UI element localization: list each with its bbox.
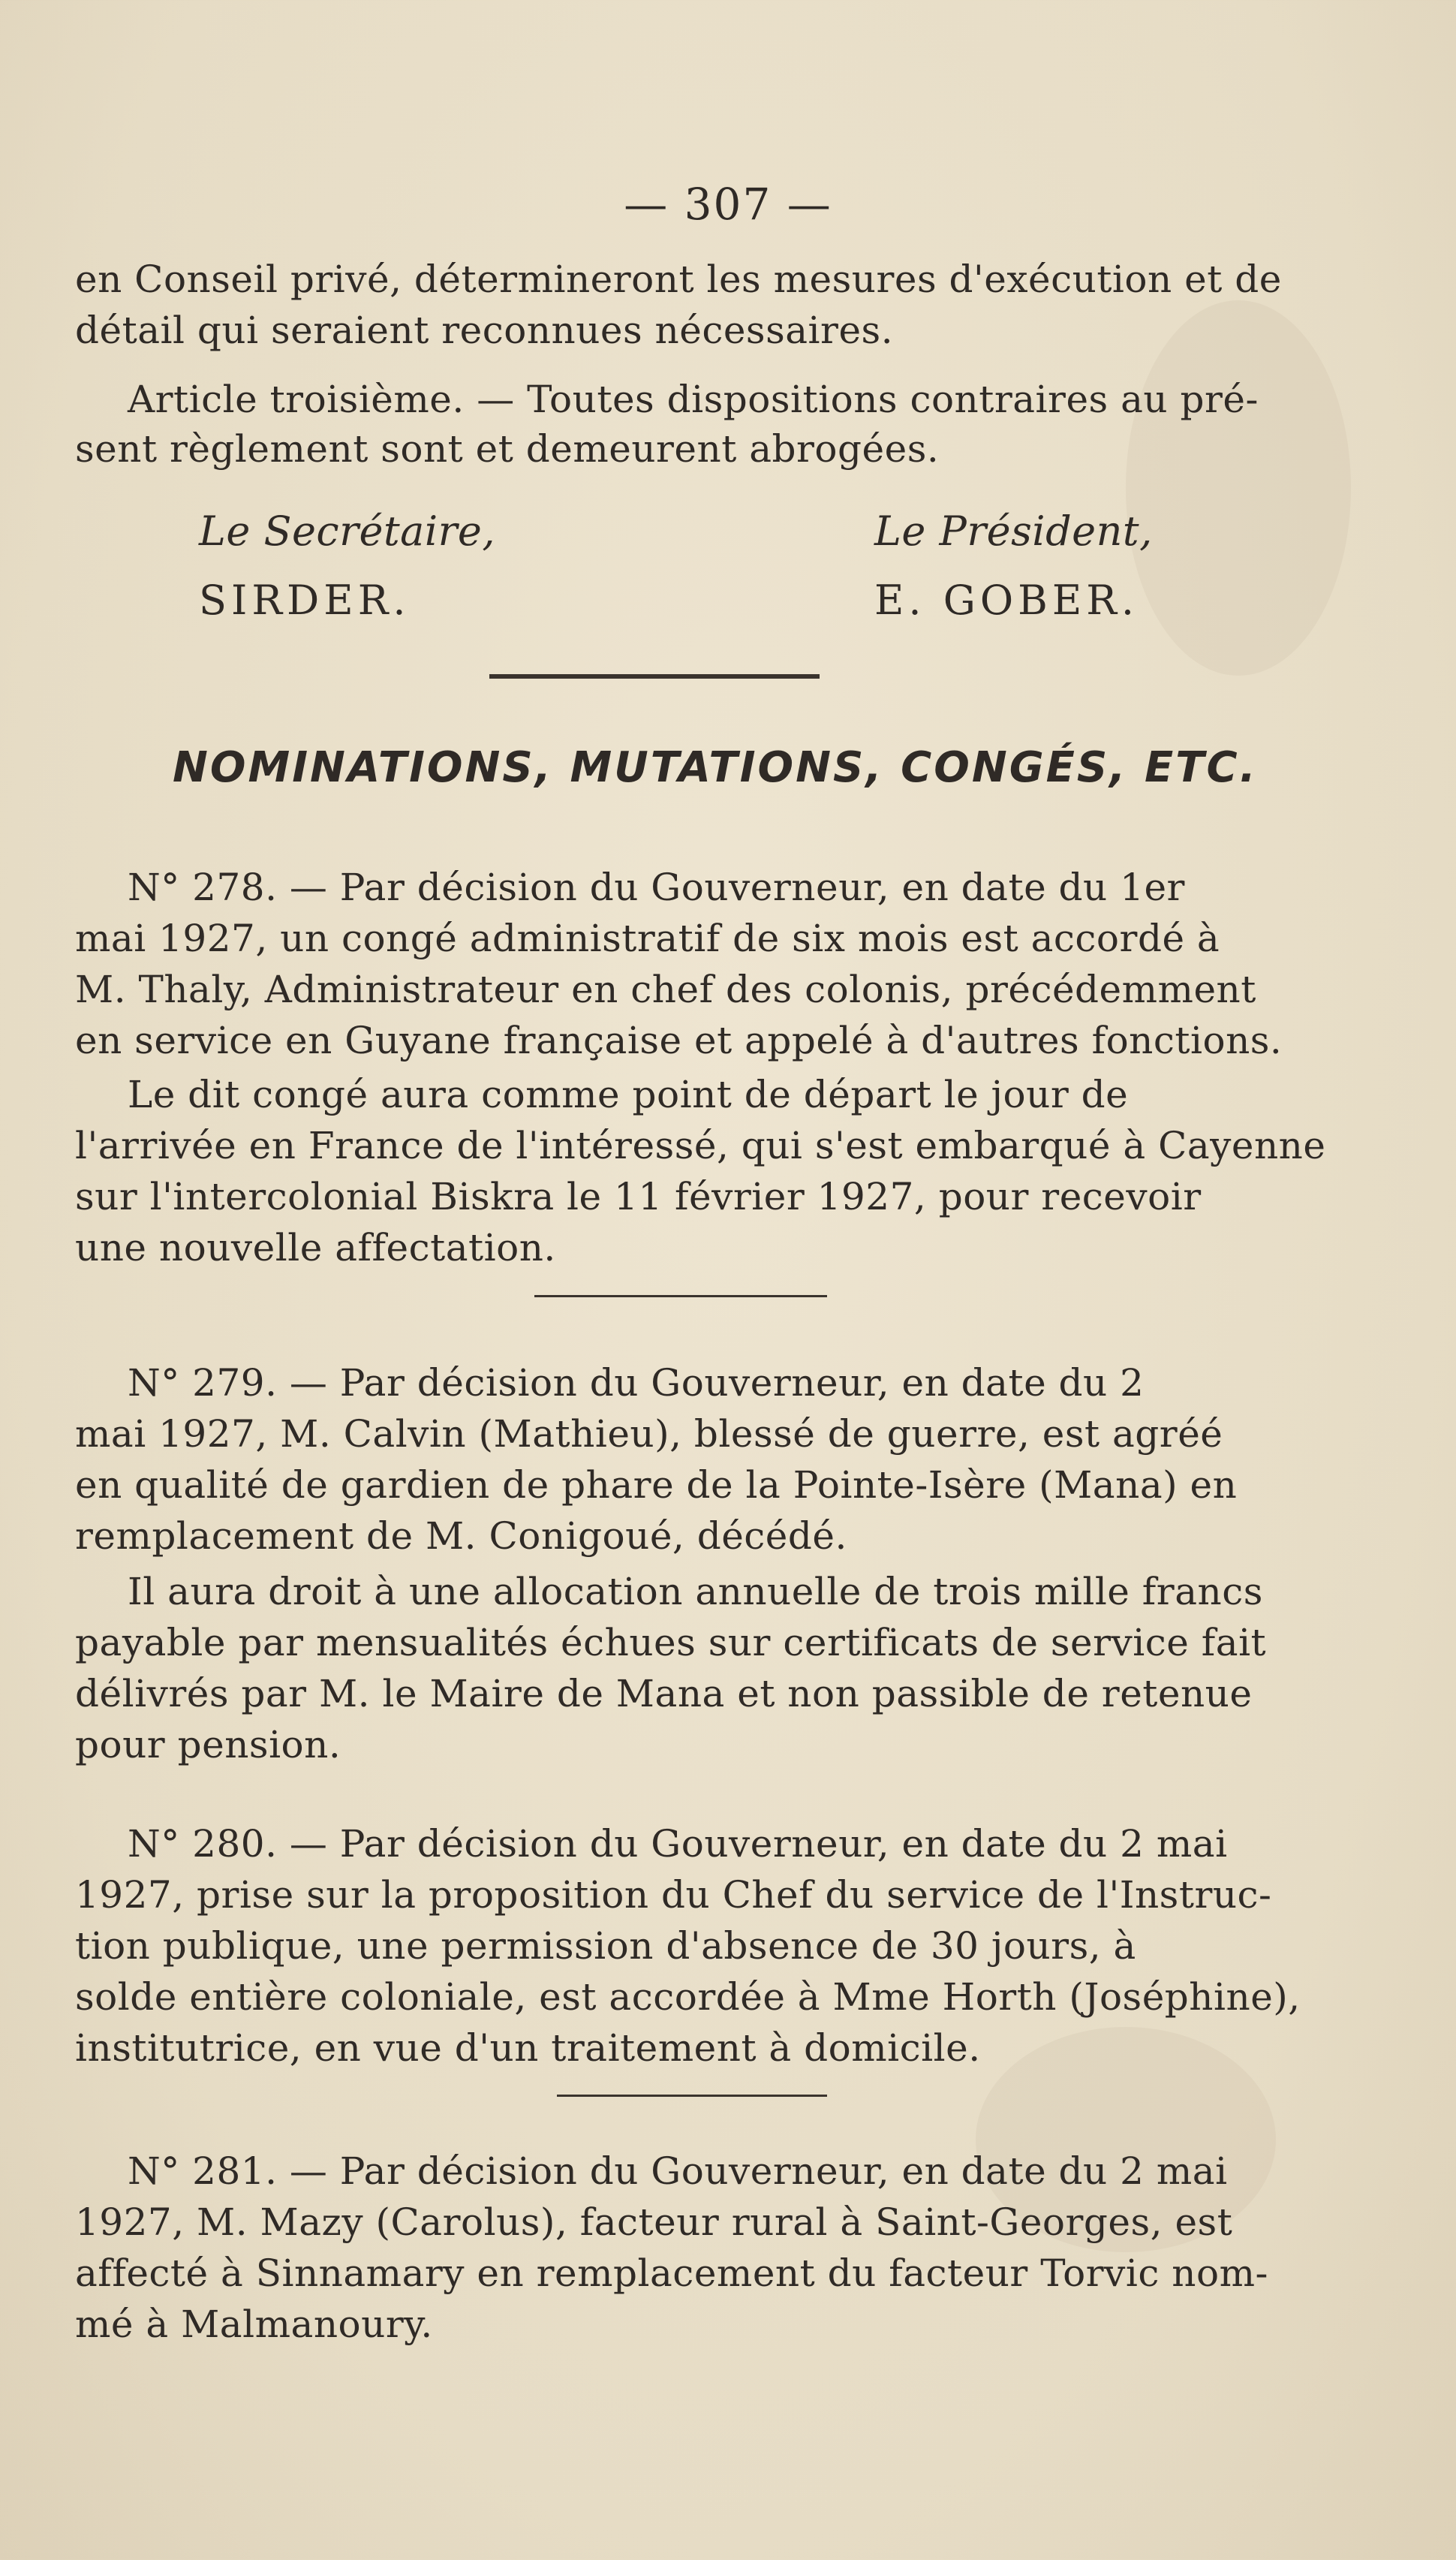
text-line: remplacement de M. Conigoué, décédé. <box>75 1514 847 1558</box>
text-line: sent règlement sont et demeurent abrogées. <box>75 427 940 471</box>
text-line: mai 1927, un congé administratif de six mois est accordé à <box>75 917 1220 960</box>
text-line: sur l'intercolonial Biskra le 11 février 1927, pour recevoir <box>75 1175 1202 1218</box>
text-line: Article troisième. — Toutes dispositions contraires au pré- <box>128 378 1259 421</box>
signature-left-title: Le Secrétaire, <box>199 507 496 555</box>
text-line: en Conseil privé, détermineront les mesures d'exécution et de <box>75 258 1282 301</box>
text-line: solde entière coloniale, est accordée à Mme Horth (Joséphine), <box>75 1975 1301 2019</box>
text-line: délivrés par M. le Maire de Mana et non passible de retenue <box>75 1672 1253 1715</box>
text-line: une nouvelle affectation. <box>75 1226 556 1269</box>
text-line: payable par mensualités échues sur certificats de service fait <box>75 1621 1267 1664</box>
text-line: institutrice, en vue d'un traitement à domicile. <box>75 2026 981 2070</box>
text-line: mé à Malmanoury. <box>75 2302 433 2346</box>
text-line: mai 1927, M. Calvin (Mathieu), blessé de guerre, est agréé <box>75 1412 1223 1456</box>
signature-right-title: Le Président, <box>874 507 1153 555</box>
text-line: N° 280. — Par décision du Gouverneur, en date du 2 mai <box>128 1822 1228 1866</box>
text-line: N° 281. — Par décision du Gouverneur, en date du 2 mai <box>128 2149 1228 2193</box>
signature-right-name: E. GOBER. <box>874 577 1139 624</box>
text-line: N° 278. — Par décision du Gouverneur, en date du 1er <box>128 866 1185 909</box>
text-line: tion publique, une permission d'absence de 30 jours, à <box>75 1924 1136 1968</box>
page-number: — 307 — <box>624 179 832 230</box>
section-heading: NOMINATIONS, MUTATIONS, CONGÉS, ETC. <box>173 743 1258 792</box>
text-line: l'arrivée en France de l'intéressé, qui s'est embarqué à Cayenne <box>75 1124 1326 1167</box>
signature-left-name: SIRDER. <box>199 577 411 624</box>
text-line: Le dit congé aura comme point de départ le jour de <box>128 1073 1129 1116</box>
text-line: Il aura droit à une allocation annuelle de trois mille francs <box>128 1570 1263 1613</box>
section-divider <box>489 674 820 679</box>
text-line: N° 279. — Par décision du Gouverneur, en date du 2 <box>128 1361 1145 1405</box>
text-line: 1927, prise sur la proposition du Chef du service de l'Instruc- <box>75 1873 1272 1917</box>
text-line: pour pension. <box>75 1723 341 1766</box>
text-line: en service en Guyane française et appelé à d'autres fonctions. <box>75 1019 1283 1062</box>
text-line: affecté à Sinnamary en remplacement du facteur Torvic nom- <box>75 2251 1268 2295</box>
divider <box>557 2095 827 2097</box>
text-line: en qualité de gardien de phare de la Pointe-Isère (Mana) en <box>75 1463 1238 1507</box>
text-line: 1927, M. Mazy (Carolus), facteur rural à Saint-Georges, est <box>75 2200 1233 2244</box>
divider <box>534 1295 827 1297</box>
text-line: détail qui seraient reconnues nécessaires. <box>75 309 894 352</box>
text-line: M. Thaly, Administrateur en chef des colonis, précédemment <box>75 968 1256 1011</box>
